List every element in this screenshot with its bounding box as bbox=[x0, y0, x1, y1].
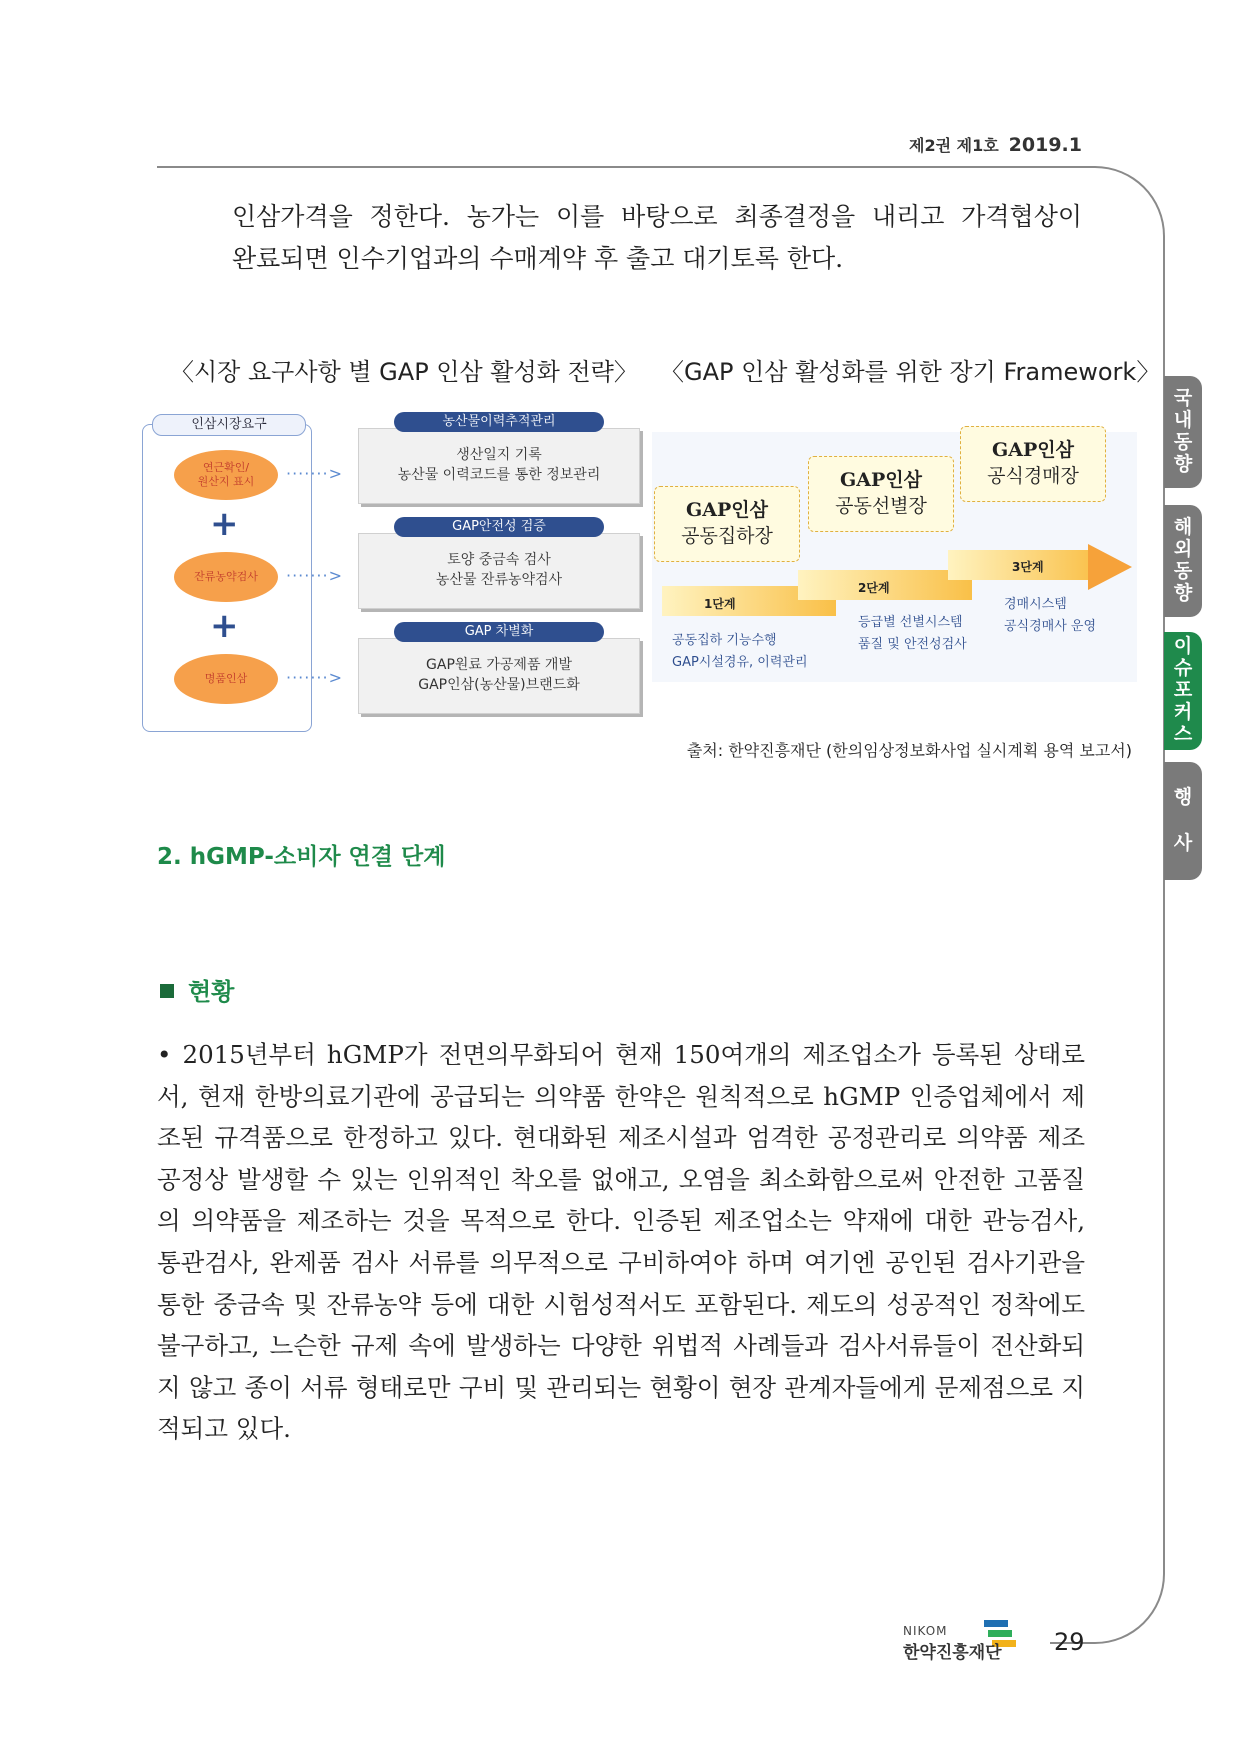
stage-sub: 공동선별장 bbox=[835, 495, 927, 517]
intro-line-1: 인삼가격을 정한다. 농가는 이를 바탕으로 최종결정을 내리고 가격협상이 bbox=[232, 202, 1082, 231]
tab-char: 이 bbox=[1173, 635, 1193, 658]
issue-info bbox=[909, 133, 1082, 156]
group-title-traceability: 농산물이력추적관리 bbox=[394, 412, 604, 432]
group-line: 생산일지 기록 bbox=[456, 447, 542, 464]
stage-box-sorting bbox=[808, 456, 954, 532]
demand-oval-origin: 연근확인/ 원산지 표시 bbox=[174, 450, 278, 500]
step-desc-2 bbox=[858, 612, 967, 656]
tab-issue-focus[interactable] bbox=[1164, 632, 1202, 750]
stage-box-auction bbox=[960, 426, 1106, 502]
plus-sign: + bbox=[210, 606, 239, 646]
issue-date: 2019.1 bbox=[1008, 134, 1082, 156]
step-desc-line: 경매시스템 bbox=[1004, 597, 1067, 612]
tab-char: 포 bbox=[1173, 679, 1193, 702]
group-line: GAP원료 가공제품 개발 bbox=[426, 657, 572, 674]
stage-title: GAP인삼 bbox=[686, 499, 768, 522]
tab-char: 국 bbox=[1173, 387, 1193, 410]
stage-sub: 공동집하장 bbox=[681, 525, 773, 547]
tab-char: 행 bbox=[1173, 786, 1193, 809]
figure-left-caption: 〈시장 요구사항 별 GAP 인삼 활성화 전략〉 bbox=[170, 358, 638, 386]
step-desc-line: 등급별 선별시스템 bbox=[858, 615, 963, 630]
step-desc-3 bbox=[1004, 594, 1096, 638]
plus-sign: + bbox=[210, 504, 239, 544]
dotted-arrow-icon: ·······> bbox=[286, 668, 344, 687]
gap-framework-diagram bbox=[652, 432, 1137, 682]
tab-overseas-trends[interactable] bbox=[1164, 505, 1202, 617]
tab-char: 스 bbox=[1173, 722, 1193, 745]
tab-char: 슈 bbox=[1173, 657, 1193, 680]
tab-char: 외 bbox=[1173, 538, 1193, 561]
section-title: 2. hGMP-소비자 연결 단계 bbox=[157, 844, 446, 870]
square-bullet-icon bbox=[160, 984, 174, 998]
group-box-safety bbox=[358, 533, 640, 609]
tab-char: 해 bbox=[1173, 516, 1193, 539]
demand-oval-pesticide: 잔류농약검사 bbox=[174, 552, 278, 602]
step-desc-line: 공동집하 기능수행 bbox=[672, 633, 777, 648]
step-label-2: 2단계 bbox=[858, 581, 890, 595]
tab-char: 사 bbox=[1173, 832, 1193, 854]
logo-korean: 한약진흥재단 bbox=[903, 1643, 1002, 1663]
tab-char: 향 bbox=[1173, 452, 1193, 475]
tab-char: 동 bbox=[1173, 560, 1193, 582]
group-line: 농산물 잔류농약검사 bbox=[435, 572, 563, 588]
tab-events[interactable] bbox=[1164, 762, 1202, 880]
group-title-differentiation: GAP 차별화 bbox=[394, 622, 604, 642]
tab-char: 커 bbox=[1173, 700, 1193, 723]
step-label-3: 3단계 bbox=[1012, 560, 1044, 574]
step-desc-line: GAP시설경유, 이력관리 bbox=[672, 655, 808, 671]
stage-title: GAP인삼 bbox=[992, 439, 1074, 462]
step-desc-1 bbox=[672, 630, 808, 674]
subsection-title bbox=[160, 972, 234, 1007]
step-label-1: 1단계 bbox=[704, 597, 736, 611]
step-desc-line: 품질 및 안전성검사 bbox=[858, 637, 967, 653]
figure-right-caption: 〈GAP 인삼 활성화를 위한 장기 Framework〉 bbox=[660, 358, 1161, 386]
dotted-arrow-icon: ·······> bbox=[286, 566, 344, 585]
stage-title: GAP인삼 bbox=[840, 469, 922, 492]
stage-box-collection bbox=[654, 486, 800, 562]
body-paragraph: • 2015년부터 hGMP가 전면의무화되어 현재 150여개의 제조업소가 등록된 상태로서, 현재 한방의료기관에 공급되는 의약품 한약은 원칙적으로 hGMP 인증업체에서 제조된 규격품으로 한정하고 있다. 현대화된 제조시설과 엄격한 공정관리로 의약품 제조공정상 발생할 수 있는 인위적인 착오를 없애고, 오염을 최소화함으로써 안전한 고품질의 의약품을 제조하는 것을 목적으로 한다. 인증된 제조업소는 약재에 대한 관능검사, 통관검사, 완제품 검사 서류를 의무적으로 구비하여야 하며 여기엔 공인된 검사기관을 통한 중금속 및 잔류농약 등에 대한 시험성적서도 포함된다. 제도의 성공적인 정착에도 불구하고, 느슨한 규제 속에 발생하는 다양한 위법적 사례들과 검사서류들이 전산화되지 않고 종이 서류 형태로만 구비 및 관리되는 현황이 현장 관계자들에게 문제점으로 지적되고 있다. bbox=[157, 1040, 1085, 1444]
gap-strategy-diagram bbox=[140, 408, 645, 728]
tab-char: 동 bbox=[1173, 431, 1193, 453]
dotted-arrow-icon: ·······> bbox=[286, 464, 344, 483]
group-title-safety: GAP안전성 검증 bbox=[394, 517, 604, 537]
group-line: 농산물 이력코드를 통한 정보관리 bbox=[397, 467, 601, 483]
group-box-traceability bbox=[358, 428, 640, 504]
tab-char: 향 bbox=[1173, 581, 1193, 604]
logo-english: NIKOM bbox=[903, 1624, 948, 1638]
market-demand-label: 인삼시장요구 bbox=[152, 414, 306, 436]
group-line: 토양 중금속 검사 bbox=[447, 552, 551, 569]
step-desc-line: 공식경매사 운영 bbox=[1004, 619, 1097, 635]
tab-domestic-trends[interactable] bbox=[1164, 376, 1202, 488]
tab-char: 내 bbox=[1173, 409, 1193, 432]
intro-line-2: 완료되면 인수기업과의 수매계약 후 출고 대기토록 한다. bbox=[232, 244, 844, 273]
stage-sub: 공식경매장 bbox=[987, 465, 1079, 487]
arrow-head-icon bbox=[1088, 544, 1132, 590]
group-line: GAP인삼(농산물)브랜드화 bbox=[418, 677, 580, 693]
page-number: 29 bbox=[1054, 1628, 1085, 1656]
subsection-title-text: 현황 bbox=[188, 978, 235, 1006]
figure-source: 출처: 한약진흥재단 (한의임상정보화사업 실시계획 용역 보고서) bbox=[686, 741, 1132, 760]
group-box-differentiation bbox=[358, 638, 640, 714]
issue-label: 제2권 제1호 bbox=[909, 136, 999, 155]
intro-paragraph bbox=[232, 196, 1082, 280]
demand-oval-premium: 명품인삼 bbox=[174, 654, 278, 704]
